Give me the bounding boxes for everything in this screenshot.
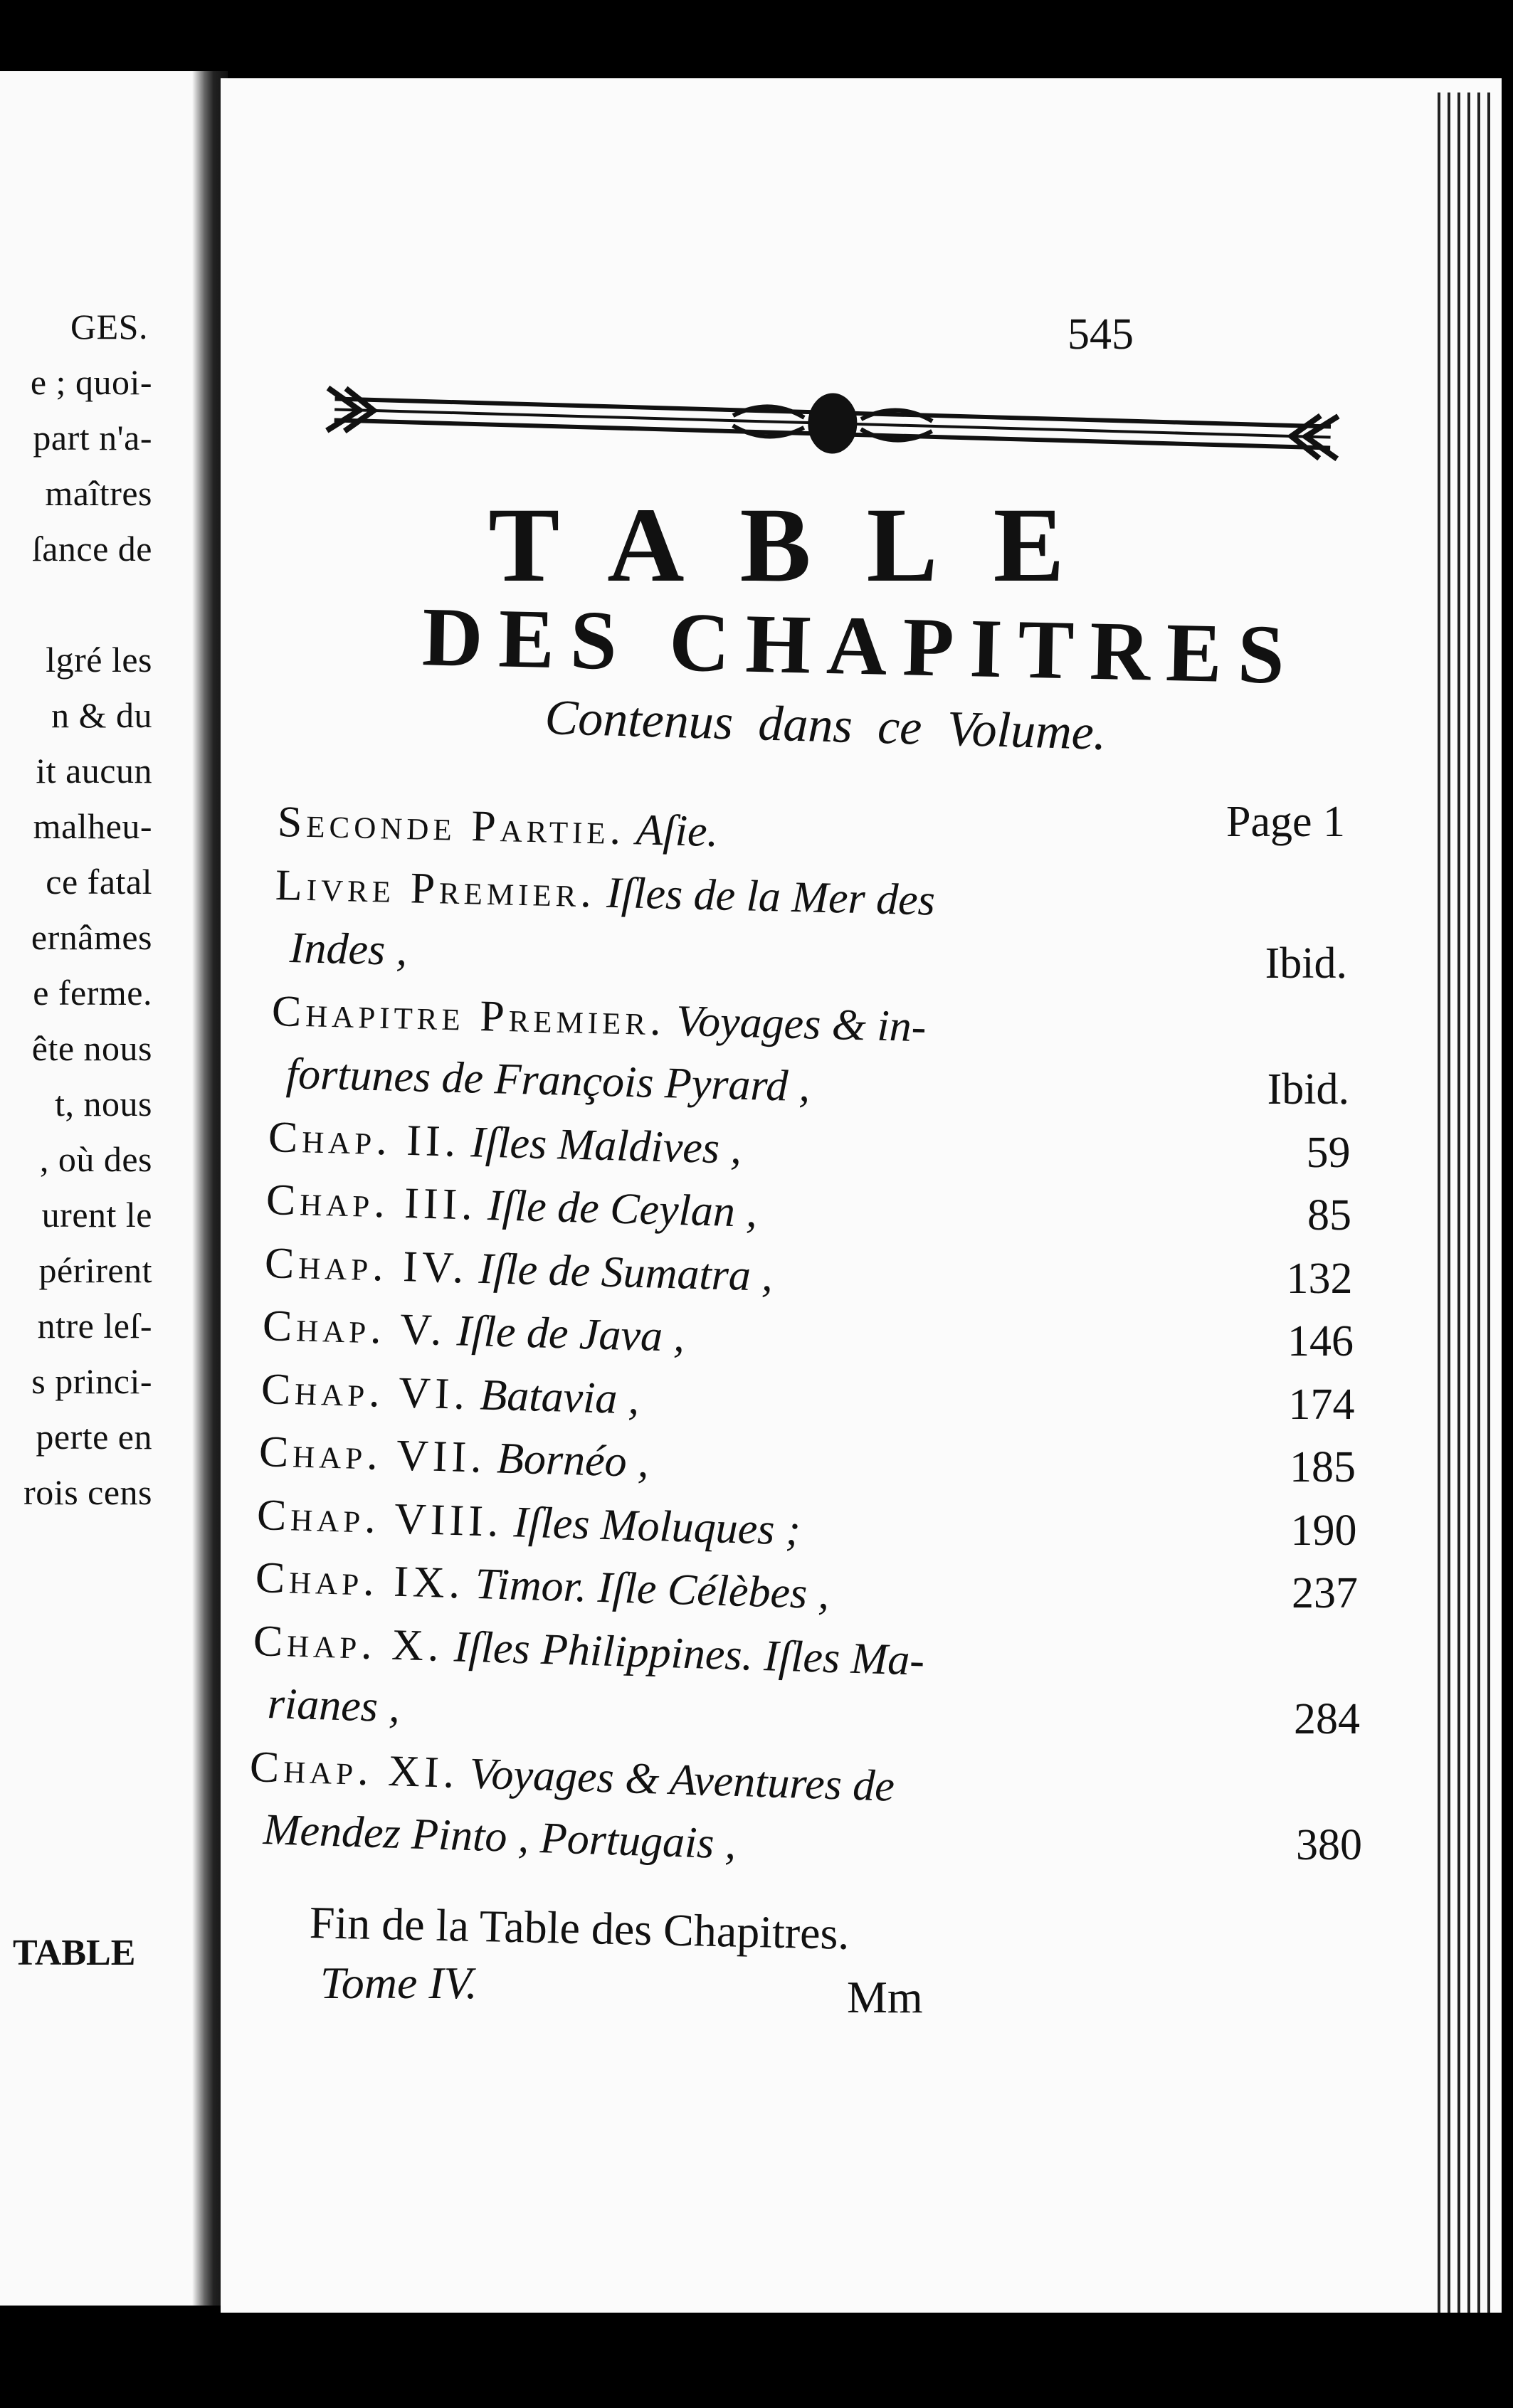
toc-entry-label: Chap. IX. bbox=[254, 1553, 465, 1608]
left-page-fragment bbox=[0, 71, 213, 2306]
toc-entry-page: 185 bbox=[1290, 1443, 1356, 1491]
ornament-rule-icon bbox=[306, 334, 1359, 505]
toc-entry-title: Iſles Philippines. Iſles Ma- bbox=[453, 1622, 926, 1685]
left-page-line: n & du bbox=[51, 695, 152, 735]
toc-entry-title: Mendez Pinto , Portugais , bbox=[263, 1805, 737, 1869]
right-page bbox=[221, 78, 1502, 2313]
toc-entry bbox=[260, 1364, 640, 1425]
toc-entry-title: Voyages & in- bbox=[675, 996, 927, 1051]
title-table: TABLE bbox=[488, 486, 1120, 604]
toc-entry-title: Iſles de la Mer des bbox=[606, 868, 937, 925]
page-edges bbox=[1430, 93, 1494, 2313]
toc-entry-page: 237 bbox=[1292, 1569, 1358, 1617]
left-page-line: perte en bbox=[36, 1417, 152, 1457]
toc-entry bbox=[258, 1427, 650, 1488]
toc-entry bbox=[265, 1175, 758, 1238]
toc-entry bbox=[263, 1805, 737, 1870]
left-page-line: périrent bbox=[38, 1250, 152, 1290]
toc-entry-title: Iſle de Ceylan , bbox=[487, 1181, 759, 1237]
toc-entry-page: Page 1 bbox=[1225, 798, 1345, 846]
toc-entry-page: 380 bbox=[1296, 1821, 1362, 1869]
toc-entry-label: Chap. VIII. bbox=[256, 1490, 504, 1546]
left-page-line: ernâmes bbox=[31, 917, 152, 957]
toc-entry-page: 132 bbox=[1286, 1254, 1353, 1303]
left-page-line: e ; quoi- bbox=[30, 362, 152, 402]
toc-entry-title: Iſles Moluques ; bbox=[513, 1497, 801, 1555]
left-page-line: , où des bbox=[39, 1139, 152, 1179]
toc-entry bbox=[256, 1490, 801, 1556]
toc-entry-label: Chap. XI. bbox=[248, 1742, 460, 1797]
toc-entry-label: Chap. VI. bbox=[260, 1364, 470, 1419]
toc-entry bbox=[262, 1301, 685, 1363]
toc-entry bbox=[268, 1112, 742, 1175]
toc-entry-title: Batavia , bbox=[479, 1370, 640, 1424]
left-page-line: s princi- bbox=[31, 1361, 152, 1401]
toc-entry-title: Aſie. bbox=[635, 806, 719, 857]
toc-entry bbox=[249, 1742, 895, 1812]
toc-entry bbox=[267, 1679, 401, 1733]
left-catchword: TABLE bbox=[13, 1933, 136, 1973]
toc-entry-title: Timor. Iſle Célèbes , bbox=[474, 1559, 830, 1619]
toc-entry-label: Chap. VII. bbox=[258, 1427, 487, 1482]
toc-entry-label: Seconde Partie. bbox=[277, 798, 626, 855]
toc-entry-label: Chapitre Premier. bbox=[271, 986, 666, 1045]
toc-entry-page: 284 bbox=[1294, 1695, 1360, 1743]
toc-entry-title: fortunes de François Pyrard , bbox=[285, 1050, 811, 1111]
left-page-line: maîtres bbox=[45, 473, 152, 513]
toc-entry bbox=[289, 923, 408, 976]
toc-entry-label: Chap. V. bbox=[262, 1301, 447, 1355]
toc-entry bbox=[264, 1238, 774, 1302]
toc-entry-page: 59 bbox=[1306, 1128, 1351, 1177]
toc-entry-page: 85 bbox=[1307, 1191, 1351, 1240]
left-page-line: t, nous bbox=[55, 1084, 152, 1124]
left-page-line: rois cens bbox=[23, 1472, 152, 1512]
toc-entry-title: Indes , bbox=[289, 924, 408, 975]
left-page-line: ſance de bbox=[31, 529, 152, 569]
title-subtitle: Contenus dans ce Volume. bbox=[544, 690, 1107, 761]
left-page-line: ce fatal bbox=[46, 862, 152, 902]
toc-entry-title: Iſles Maldives , bbox=[470, 1117, 742, 1173]
toc-entry bbox=[277, 797, 719, 857]
left-page-line: ête nous bbox=[31, 1028, 152, 1068]
toc-entry bbox=[255, 1553, 830, 1620]
toc-entry-title: Iſle de Java , bbox=[456, 1306, 686, 1361]
left-page-line: ntre leſ- bbox=[37, 1306, 152, 1346]
toc-entry-title: Iſle de Sumatra , bbox=[478, 1244, 774, 1301]
left-page-line: GES. bbox=[70, 307, 148, 347]
toc-entry-page: 146 bbox=[1287, 1317, 1354, 1366]
left-page-line: e ferme. bbox=[33, 973, 152, 1013]
toc-entry-title: Voyages & Aventures de bbox=[468, 1748, 895, 1811]
toc-entry-label: Chap. II. bbox=[268, 1112, 460, 1166]
toc-entry bbox=[253, 1616, 925, 1686]
toc-entry-label: Chap. IV. bbox=[263, 1238, 468, 1293]
left-page-line: it aucun bbox=[36, 751, 152, 791]
volume-label: Tome IV. bbox=[320, 1958, 478, 2008]
toc-entry bbox=[285, 1049, 811, 1112]
signature-mark: Mm bbox=[847, 1972, 923, 2022]
toc-entry-title: Bornéo , bbox=[496, 1434, 650, 1487]
toc-entry-title: rianes , bbox=[266, 1679, 401, 1732]
left-page-line: malheu- bbox=[33, 806, 152, 846]
toc-entry-page: Ibid. bbox=[1265, 939, 1347, 988]
toc-entry-label: Chap. III. bbox=[265, 1176, 478, 1230]
toc-entry-page: 174 bbox=[1288, 1380, 1355, 1429]
left-page-line: part n'a- bbox=[33, 418, 152, 458]
toc-entry bbox=[271, 986, 927, 1052]
toc-entry-page: 190 bbox=[1290, 1506, 1357, 1555]
toc-entry bbox=[275, 860, 936, 926]
left-page-line: urent le bbox=[41, 1195, 152, 1235]
end-note: Fin de la Table des Chapitres. bbox=[309, 1897, 850, 1959]
toc-entry-label: Chap. X. bbox=[253, 1616, 444, 1671]
toc-entry-page: Ibid. bbox=[1267, 1065, 1349, 1114]
left-page-line: lgré les bbox=[46, 640, 152, 680]
page-number: 545 bbox=[1067, 310, 1134, 359]
toc-entry-label: Livre Premier. bbox=[275, 860, 597, 917]
title-des-chapitres: DES CHAPITRES bbox=[421, 590, 1301, 702]
